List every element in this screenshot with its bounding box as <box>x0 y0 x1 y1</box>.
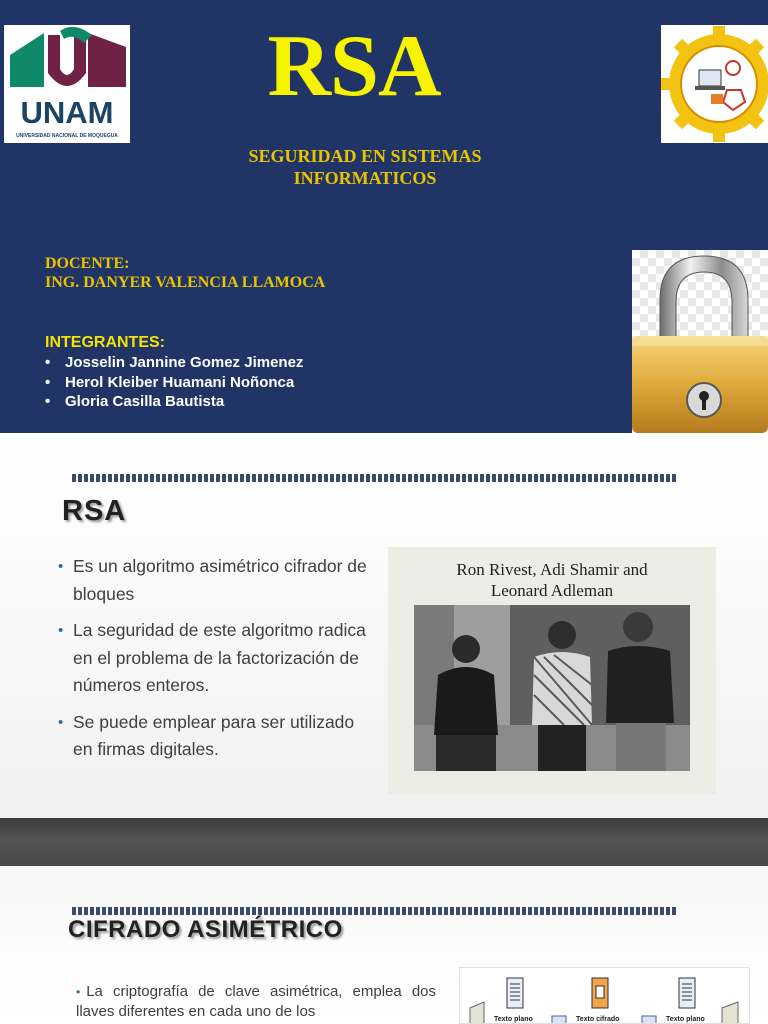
list-item <box>58 553 378 608</box>
inventors-photo <box>414 605 690 771</box>
asymmetric-cipher-slide <box>0 866 768 1024</box>
list-item-text: Se puede emplear para ser utilizado en firmas digitales. <box>73 711 355 759</box>
rsa-slide <box>0 441 768 818</box>
integrantes-label: INTEGRANTES: <box>45 334 165 351</box>
docente-name: ING. DANYER VALENCIA LLAMOCA <box>45 274 326 291</box>
members-list <box>45 353 303 412</box>
docente-label: DOCENTE: <box>45 255 130 272</box>
member-item <box>45 392 303 412</box>
presentation-title: RSA <box>267 18 441 115</box>
photo-caption-line1: Ron Rivest, Adi Shamir and <box>456 560 648 579</box>
diagram-label: Texto cifrado <box>576 1016 620 1023</box>
diagram-label: Texto plano <box>494 1016 533 1023</box>
course-title-line1: SEGURIDAD EN SISTEMAS <box>248 146 482 166</box>
bullet: • <box>45 354 51 371</box>
bullet: • <box>58 713 64 731</box>
diagram-label: Texto plano <box>666 1016 705 1023</box>
padlock-icon <box>632 250 768 433</box>
slide-divider-bar <box>0 818 768 866</box>
unam-logo-subtext: UNIVERSIDAD NACIONAL DE MOQUEGUA <box>16 133 118 139</box>
slide-title: CIFRADO ASIMÉTRICO <box>68 916 343 943</box>
bullet: • <box>45 393 51 410</box>
course-title-line2: INFORMATICOS <box>293 168 437 188</box>
bullet: • <box>58 558 64 575</box>
bullet: • <box>76 985 81 999</box>
member-name: Herol Kleiber Huamani Noñonca <box>65 373 295 391</box>
photo-caption <box>388 559 716 601</box>
decorative-stripe <box>72 474 677 482</box>
list-item <box>58 709 378 764</box>
member-name: Josselin Jannine Gomez Jimenez <box>65 354 304 371</box>
list-item-text: La seguridad de este algoritmo radica en el problema de la factorización de números enteros. <box>73 620 366 695</box>
slide-title: RSA <box>62 495 127 527</box>
slide-paragraph <box>76 982 436 1022</box>
decorative-stripe <box>72 907 677 915</box>
paragraph-text: La criptografía de clave asimétrica, emplea dos llaves diferentes en cada uno de los <box>76 983 436 1020</box>
inventors-photo-panel <box>388 547 716 794</box>
member-item <box>45 373 303 393</box>
title-slide <box>0 0 768 433</box>
encryption-diagram <box>459 967 750 1024</box>
member-item <box>45 353 303 373</box>
unam-logo-text: UNAM <box>20 95 114 130</box>
bullet-list <box>58 553 378 773</box>
photo-caption-line2: Leonard Adleman <box>490 581 614 600</box>
bullet: • <box>58 622 64 639</box>
list-item-text: Es un algoritmo asimétrico cifrador de bloques <box>73 556 367 604</box>
member-name: Gloria Casilla Bautista <box>65 393 225 410</box>
slide-gap <box>0 433 768 441</box>
list-item <box>58 617 378 700</box>
bullet: • <box>45 373 51 391</box>
